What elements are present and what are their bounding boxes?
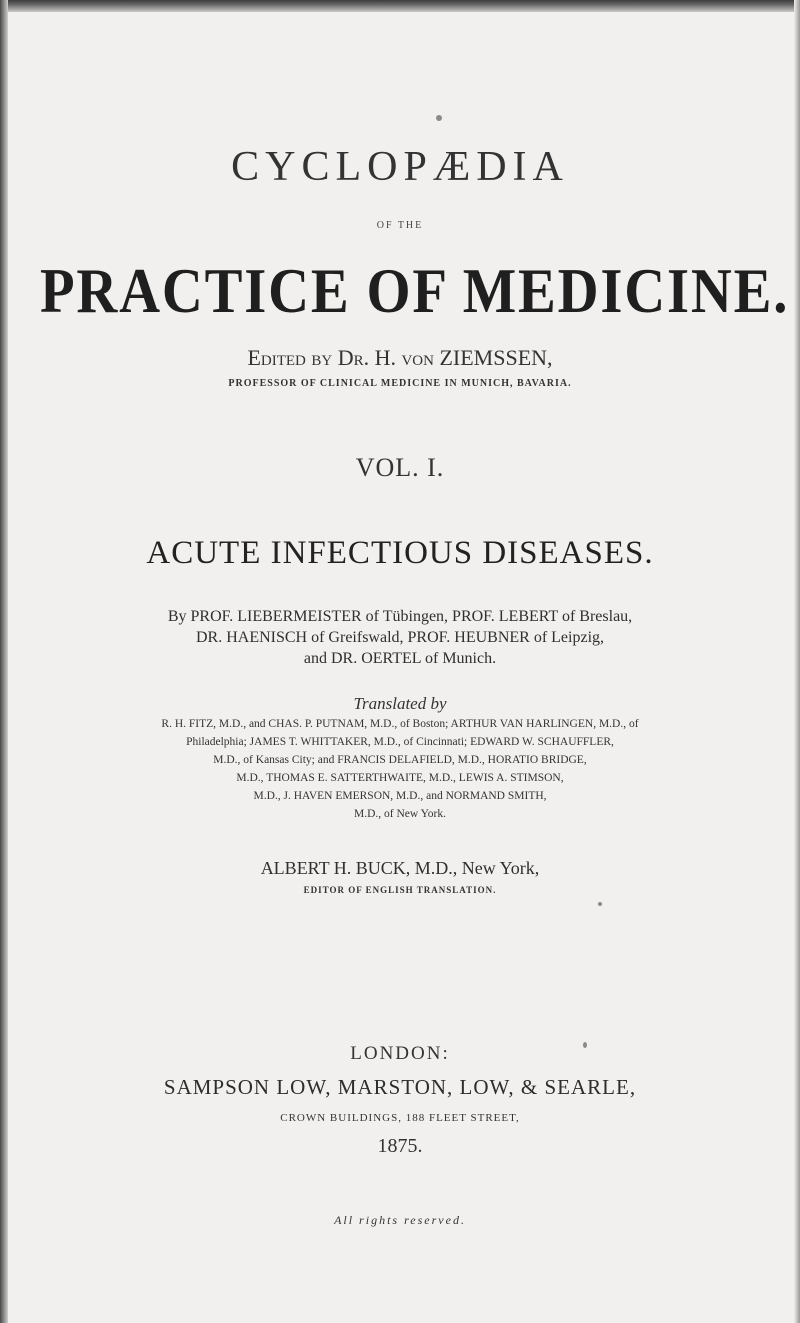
volume-subject: ACUTE INFECTIOUS DISEASES. [146,535,654,571]
page-top-shadow [0,0,800,12]
english-editor-role: EDITOR OF ENGLISH TRANSLATION. [303,885,497,895]
translators-line: M.D., of Kansas City; and FRANCIS DELAFIELD, M.D., HORATIO BRIDGE, [213,754,587,766]
title-cyclopaedia: CYCLOPÆDIA [231,144,569,190]
translators-line: R. H. FITZ, M.D., and CHAS. P. PUTNAM, M.D., of Boston; ARTHUR VAN HARLINGEN, M.D., of [161,718,639,730]
translated-by: Translated by [353,694,447,713]
authors-line: By PROF. LIEBERMEISTER of Tübingen, PROF. LEBERT of Breslau, [167,608,633,625]
publication-place: LONDON: [350,1043,450,1064]
volume-number: VOL. I. [355,453,445,482]
title-practice-of-medicine: PRACTICE OF MEDICINE. [40,256,790,326]
translators-line: M.D., THOMAS E. SATTERTHWAITE, M.D., LEWIS A. STIMSON, [236,772,564,784]
english-editor: ALBERT H. BUCK, M.D., New York, [260,858,540,878]
translators-line: M.D., of New York. [353,808,446,820]
publisher-address: CROWN BUILDINGS, 188 FLEET STREET, [280,1112,520,1124]
editor-position: PROFESSOR OF CLINICAL MEDICINE IN MUNICH, BAVARIA. [228,378,572,389]
ink-spot [583,1042,587,1048]
edited-by: Edited by Dr. H. von ZIEMSSEN, [247,345,553,370]
translators-line: M.D., J. HAVEN EMERSON, M.D., and NORMAND SMITH, [253,790,547,802]
ink-spot [598,902,602,906]
authors-line: and DR. OERTEL of Munich. [303,650,497,667]
publisher-name: SAMPSON LOW, MARSTON, LOW, & SEARLE, [163,1075,637,1099]
title-of-the: OF THE [376,220,424,231]
publication-year: 1875. [377,1135,423,1157]
translators-line: Philadelphia; JAMES T. WHITTAKER, M.D., of Cincinnati; EDWARD W. SCHAUFFLER, [186,736,614,748]
rights-notice: All rights reserved. [334,1213,466,1227]
authors-line: DR. HAENISCH of Greifswald, PROF. HEUBNER of Leipzig, [195,629,605,646]
ink-spot [436,115,442,121]
